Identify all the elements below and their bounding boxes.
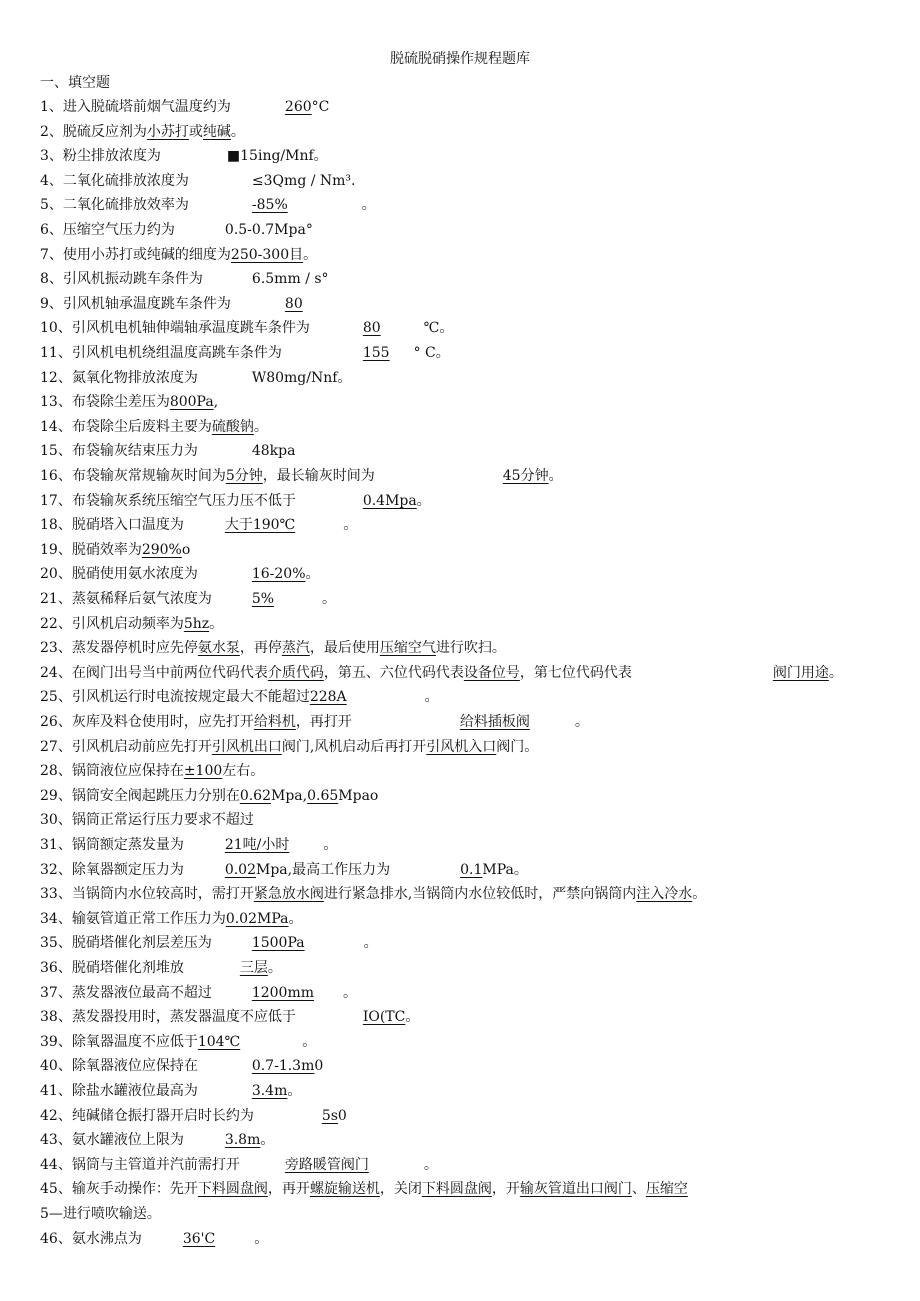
question-line (40, 392, 218, 412)
answer-text: 设备位号 (463, 664, 520, 681)
document-title: 脱硫脱硝操作规程题库 (390, 51, 530, 67)
question-line (40, 1106, 347, 1126)
question-text: 阀门,风机启动后再打开 (281, 738, 427, 755)
question-text: 30、锅筒正常运行压力要求不超过 (40, 812, 254, 829)
question-line (40, 712, 589, 732)
question-text: ，第五、六位代码代表 (323, 664, 464, 681)
question-line (40, 1229, 268, 1249)
question-text: 5、二氧化硫排放效率为 (40, 197, 189, 214)
answer-text: 0.02MPa (225, 910, 289, 927)
question-line (40, 515, 357, 535)
answer-text: -85% (251, 197, 288, 214)
question-line (40, 737, 538, 757)
answer-text: 250-300目 (230, 246, 304, 263)
question-line (40, 466, 563, 486)
question-text: 41、除盐水罐液位最高为 (40, 1083, 198, 1099)
question-text: ° C。 (413, 345, 450, 361)
question-text: 0 (314, 1058, 324, 1075)
question-text: 。 (287, 1083, 302, 1099)
question-text: ，再停 (239, 640, 282, 657)
question-text: 37、蒸发器液位最高不超过 (40, 984, 212, 1001)
answer-text: 1500Pa (251, 935, 305, 952)
question-text: 进行紧急排水,当锅筒内水位较低时，严禁向锅筒内 (323, 886, 637, 903)
answer-text: 21吨/小时 (224, 837, 290, 853)
question-text: 38、蒸发器投用时，蒸发器温度不应低于 (40, 1009, 296, 1026)
question-text: 15、布袋输灰结束压力为 (40, 443, 198, 460)
question-line (40, 441, 295, 461)
question-text: ℃。 (423, 320, 454, 337)
answer-text: IO(TC (362, 1009, 406, 1026)
question-text: 43、氨水罐液位上限为 (40, 1132, 184, 1149)
section-heading: 一、填空题 (40, 75, 110, 91)
question-line (40, 810, 254, 830)
question-text: 7、使用小苏打或纯碱的细度为 (40, 246, 231, 263)
question-text: 34、输氨管道正常工作压力为 (40, 910, 226, 927)
question-text: 3、粉尘排放浓度为 (40, 148, 161, 165)
answer-text: 45分钟 (502, 468, 549, 484)
answer-text: 5分钟 (225, 468, 263, 484)
question-text: 22、引风机启动频率为 (40, 615, 184, 632)
question-line (40, 220, 313, 240)
question-text: 。 (574, 714, 589, 730)
question-text: ，再开 (267, 1181, 310, 1198)
answer-text: 1200mm (251, 984, 315, 1001)
answer-text: 注入冷水 (636, 886, 693, 903)
question-text: 48kpa (251, 443, 296, 460)
answer-text: 介质代码 (267, 664, 324, 681)
question-text: 左右。 (222, 763, 265, 780)
question-text: 12、氮氧化物排放浓度为 (40, 369, 198, 386)
question-line (40, 343, 450, 363)
question-text: 。 (323, 837, 338, 853)
question-line (40, 318, 453, 338)
question-text: , (213, 394, 219, 411)
question-line (40, 195, 376, 215)
question-text: 24、在阀门出号当中前两位代码代表 (40, 664, 268, 681)
question-line (40, 589, 336, 609)
answer-text: 290% (141, 541, 182, 558)
answer-text: 80 (362, 320, 381, 337)
answer-text: 螺旋输送机 (309, 1181, 380, 1198)
question-text: 45、输灰手动操作：先开 (40, 1181, 198, 1198)
question-text: 。 (302, 1033, 317, 1050)
question-line (40, 417, 268, 437)
question-text: 9、引风机轴承温度跳车条件为 (40, 295, 231, 312)
question-text: 36、脱硝塔催化剂堆放 (40, 960, 184, 976)
question-text: 。 (322, 591, 337, 607)
answer-text: 5% (251, 591, 275, 607)
question-text: ，最长输灰时间为 (262, 468, 375, 484)
question-text: 。 (260, 1132, 275, 1149)
answer-text: 输灰管道出口阀门 (519, 1181, 632, 1198)
answer-text: 104℃ (197, 1033, 241, 1050)
question-text: 46、氨水沸点为 (40, 1230, 142, 1247)
question-text: 。 (305, 566, 320, 583)
question-text: 1、进入脱硫塔前烟气温度约为 (40, 99, 231, 115)
answer-text: 三层 (239, 960, 268, 976)
question-text: 18、脱硝塔入口温度为 (40, 517, 184, 534)
question-text: 16、布袋输灰常规输灰时间为 (40, 468, 226, 484)
question-line (40, 1204, 161, 1224)
question-line (40, 1130, 274, 1150)
answer-text: ±100 (183, 763, 223, 780)
answer-text: 0.7-1.3m (251, 1058, 315, 1075)
answer-text: 0.4Mpa (362, 492, 417, 509)
question-line (40, 958, 282, 978)
question-text: 。 (288, 910, 303, 927)
question-text: 、 (631, 1181, 646, 1198)
answer-text: 引风机入口 (426, 738, 497, 755)
question-text: 29、锅筒安全阀起跳压力分别在 (40, 787, 240, 804)
question-text: Mpa,最高工作压力为 (256, 861, 391, 878)
question-line (40, 786, 378, 806)
question-text: 。 (361, 197, 376, 214)
answer-text: 155 (362, 345, 390, 361)
question-text: Mpa, (271, 787, 308, 804)
question-line (40, 368, 351, 388)
answer-text: 36'C (182, 1230, 216, 1247)
question-text: 14、布袋除尘后废料主要为 (40, 418, 212, 435)
question-text: 。 (343, 984, 358, 1001)
question-line (40, 245, 317, 265)
question-text: 33、当锅筒内水位较高时，需打开 (40, 886, 254, 903)
answer-text: 5hz (183, 615, 210, 632)
question-text: 28、锅筒液位应保持在 (40, 763, 184, 780)
answer-text: 旁路暖管阀门 (284, 1156, 369, 1173)
question-text: ■15ing/Mnf。 (226, 148, 328, 165)
question-text: 35、脱硝塔催化剂层差压为 (40, 935, 212, 952)
question-text: 。 (363, 935, 378, 952)
question-text: 2、脱硫反应剂为 (40, 123, 147, 140)
question-text: 6.5mm / s° (251, 271, 329, 288)
question-text: 。 (828, 664, 843, 681)
question-line (40, 663, 843, 683)
question-text: 。 (424, 689, 439, 706)
question-text: 10、引风机电机轴伸端轴承温度跳车条件为 (40, 320, 310, 337)
question-text: 17、布袋输灰系统压缩空气压力压不低于 (40, 492, 296, 509)
question-text: 。 (303, 246, 318, 263)
question-text: 。 (230, 123, 245, 140)
question-line (40, 171, 355, 191)
answer-text: 小苏打 (146, 123, 189, 140)
question-text: ，最后使用 (309, 640, 380, 657)
question-line (40, 1032, 316, 1052)
answer-text: 引风机出口 (211, 738, 282, 755)
answer-text: 阀门用途 (772, 664, 829, 681)
answer-text: 0.02 (224, 861, 256, 878)
question-line (40, 1081, 301, 1101)
question-line (40, 761, 264, 781)
question-text: 4、二氧化硫排放浓度为 (40, 172, 189, 189)
answer-text: 氨水泵 (197, 640, 240, 657)
answer-text: 80 (284, 295, 303, 312)
question-line (40, 933, 378, 953)
question-text: °C (311, 99, 330, 115)
question-text: 5—进行喷吹输送。 (40, 1206, 161, 1222)
question-text: 0.5-0.7Mpa° (224, 222, 313, 238)
question-text: 进行吹扫。 (435, 640, 506, 657)
question-text: ≤3Qmg / Nm³. (251, 172, 356, 189)
question-text: 。 (254, 1230, 269, 1247)
question-line (40, 835, 337, 855)
question-line (40, 614, 223, 634)
question-text: 19、脱硝效率为 (40, 541, 142, 558)
question-line (40, 860, 528, 880)
answer-text: 压缩空 (645, 1181, 688, 1198)
question-text: 或 (188, 123, 203, 140)
question-text: 。 (253, 418, 268, 435)
question-text: 。 (209, 615, 224, 632)
answer-text: 下料圆盘阀 (421, 1181, 492, 1198)
question-text: 27、引风机启动前应先打开 (40, 738, 212, 755)
question-text: 13、布袋除尘差压为 (40, 394, 170, 411)
question-line (40, 1155, 438, 1175)
answer-text: 5s (321, 1107, 338, 1124)
question-text: 26、灰库及料仓使用时，应先打开 (40, 714, 254, 730)
question-line (40, 638, 506, 658)
answer-text: 3.8m (224, 1132, 261, 1149)
answer-text: 纯碱 (202, 123, 231, 140)
question-text: 。 (267, 960, 282, 976)
question-line (40, 122, 245, 142)
question-line (40, 1179, 688, 1199)
question-text: 。 (343, 517, 358, 534)
question-line (40, 564, 320, 584)
answer-text: 228A (309, 689, 347, 706)
question-text: 32、除氧器额定压力为 (40, 861, 184, 878)
question-text: 31、锅筒额定蒸发量为 (40, 837, 184, 853)
answer-text: 0.1 (460, 861, 483, 878)
question-line (40, 146, 328, 166)
answer-text: 0.65 (307, 787, 339, 804)
question-text: 6、压缩空气压力约为 (40, 222, 175, 238)
question-text: 42、纯碱储仓振打器开启时长约为 (40, 1107, 254, 1124)
answer-text: 压缩空气 (379, 640, 436, 657)
question-line (40, 269, 329, 289)
answer-text: 800Pa (169, 394, 214, 411)
question-line (40, 491, 431, 511)
question-text: 。 (692, 886, 707, 903)
answer-text: 蒸汽 (281, 640, 310, 657)
question-text: 44、锅筒与主管道并汽前需打开 (40, 1156, 240, 1173)
answer-text: 紧急放水阀 (253, 886, 324, 903)
question-text: 39、除氧器温度不应低于 (40, 1033, 198, 1050)
answer-text: 下料圆盘阀 (197, 1181, 268, 1198)
question-text: ，再打开 (295, 714, 352, 730)
question-line (40, 294, 303, 314)
answer-text: 260 (284, 99, 312, 115)
question-line (40, 540, 190, 560)
question-text: o (181, 541, 191, 558)
question-text: 8、引风机振动跳车条件为 (40, 271, 203, 288)
question-text: 。 (416, 492, 431, 509)
question-text: ，开 (491, 1181, 520, 1198)
answer-text: 给料插板阀 (459, 714, 530, 730)
answer-text: 3.4m (251, 1083, 288, 1099)
question-line (40, 1056, 323, 1076)
question-text: 0 (337, 1107, 347, 1124)
question-text: ，关闭 (379, 1181, 422, 1198)
question-text: 。 (548, 468, 563, 484)
question-text: 23、蒸发器停机时应先停 (40, 640, 198, 657)
answer-text: 大于190℃ (224, 517, 296, 534)
question-line (40, 909, 302, 929)
question-text: 25、引风机运行时电流按规定最大不能超过 (40, 689, 310, 706)
answer-text: 硫酸钠 (211, 418, 254, 435)
answer-text: 给料机 (253, 714, 296, 730)
question-text: 。 (405, 1009, 420, 1026)
question-text: 阀门。 (496, 738, 539, 755)
question-text: MPa。 (482, 861, 528, 878)
question-text: 21、蒸氨稀释后氨气浓度为 (40, 591, 212, 607)
question-line (40, 1007, 419, 1027)
question-text: W80mg/Nnf。 (251, 369, 352, 386)
question-line (40, 884, 706, 904)
question-text: 20、脱硝使用氨水浓度为 (40, 566, 198, 583)
question-text: Mpao (338, 787, 379, 804)
question-line (40, 983, 357, 1003)
question-line (40, 97, 329, 117)
answer-text: 0.62 (239, 787, 271, 804)
question-text: 。 (423, 1156, 438, 1173)
question-text: 11、引风机电机绕组温度高跳车条件为 (40, 345, 282, 361)
answer-text: 16-20% (251, 566, 306, 583)
question-line (40, 687, 439, 707)
question-text: ，第七位代码代表 (519, 664, 632, 681)
question-text: 40、除氧器液位应保持在 (40, 1058, 198, 1075)
